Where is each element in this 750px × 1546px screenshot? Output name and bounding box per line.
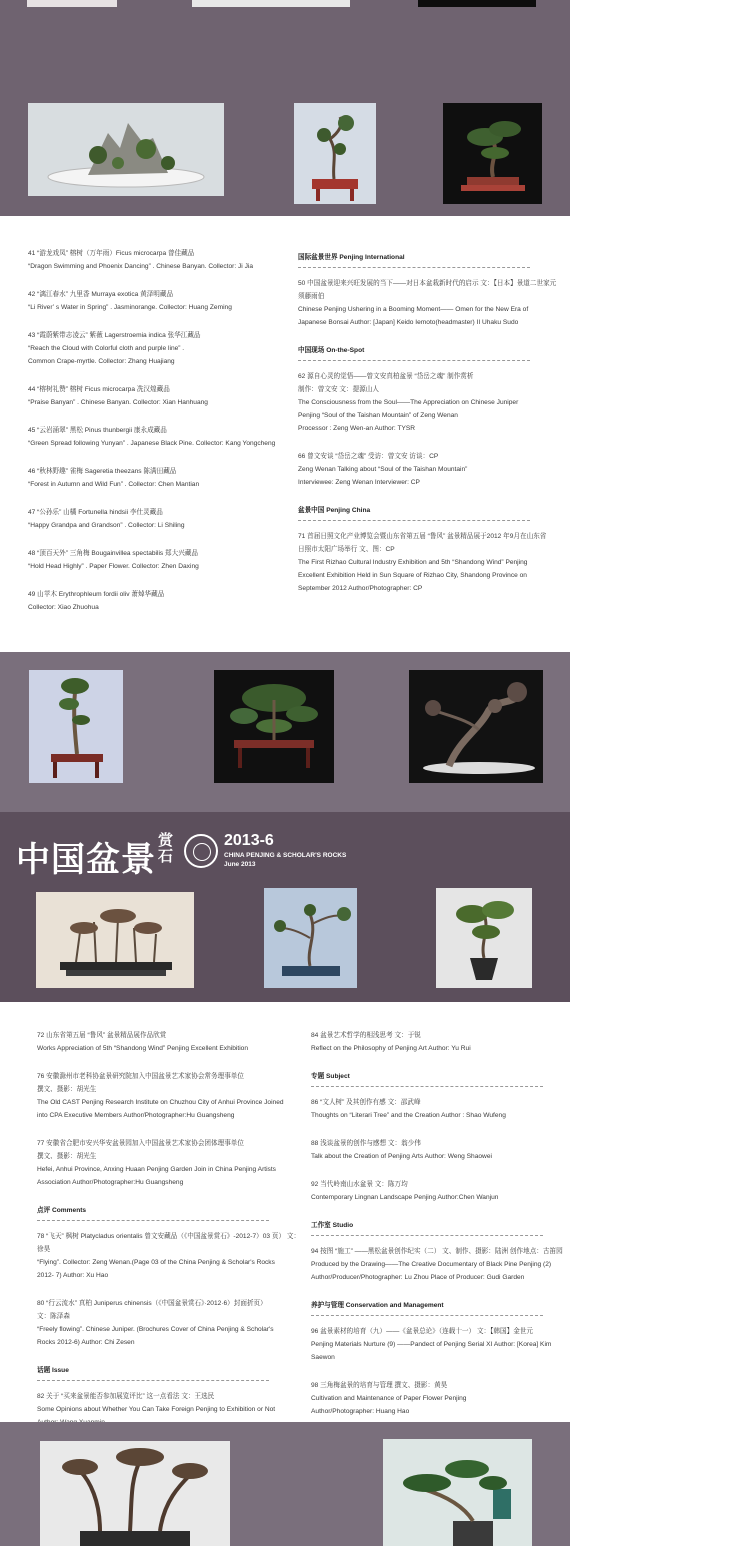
- section-heading: 养护与管理 Conservation and Management: [311, 1302, 444, 1309]
- entry-line: 66 曾文安谈 “岱岳之魂” 受访：曾文安 访谈：CP: [298, 453, 439, 460]
- penjing-photo-42: [294, 103, 376, 204]
- entry-line: Association Author/Photographer:Hu Guangsheng: [37, 1179, 184, 1186]
- entry-line: 42 “漓江春水” 九里香 Murraya exotica 黄泽明藏品: [28, 291, 174, 298]
- entry-line: Japanese Bonsai Author: [Japan] Keido Iemoto(headmaster) II Uhaku Sudo: [298, 319, 519, 326]
- penjing-photo-48: [264, 888, 357, 988]
- entry-line: 86 “文人树” 及其创作有感 文：邵武峰: [311, 1099, 421, 1106]
- entry-line: 撰文、摄影：胡光生: [37, 1153, 97, 1160]
- entry-line: 49 山苹木 Erythrophleum fordii oliv 萧焯华藏品: [28, 591, 165, 598]
- entry-line: 82 关于 “买来盆景能否参加展览评比” 这一点看法 文：王选民: [37, 1393, 215, 1400]
- entry-line: 46 “秋林野趣” 雀梅 Sageretia theezans 陈满田藏品: [28, 468, 177, 475]
- entry-line: 2012- 7) Author: Xu Hao: [37, 1272, 109, 1279]
- entry-line: 71 首届日照文化产业博览会暨山东省第五届 “鲁风” 盆景精品展于2012 年9月在山东省: [298, 533, 547, 540]
- penjing-photo-41: [28, 103, 224, 196]
- penjing-photo-bottom-right: [383, 1439, 532, 1546]
- contents-entry: [37, 1230, 305, 1282]
- contents-entry: [298, 450, 563, 489]
- entry-line: Chinese Penjing Ushering in a Booming Moment—— Omen for the New Era of: [298, 306, 529, 313]
- entry-line: Penjing Materials Nurture (9) ——Pandect of Penjing Serial XI Author: [Korea] Kim Saewon: [311, 1341, 552, 1361]
- penjing-photo-44: [29, 670, 123, 783]
- contents-entry: [28, 383, 290, 409]
- contents-left-top: [28, 247, 290, 629]
- entry-line: “Reach the Cloud with Colorful cloth and purple line” .: [28, 345, 185, 352]
- entry-line: 80 “行云流水” 真柏 Juniperus chinensis（《中国盆景赏石》·2012·6）封面折页）: [37, 1300, 267, 1307]
- entry-line: 78 “飞天” 枫树 Platycladus orientalis 曾文安藏品（《中国盆景赏石》-2012-7）03 页） 文：徐昊: [37, 1233, 301, 1253]
- section-heading: 点评 Comments: [37, 1207, 87, 1214]
- contents-entry: [311, 1029, 569, 1055]
- contents-entry: [37, 1070, 305, 1122]
- section-heading: 盆景中国 Penjing China: [298, 507, 371, 514]
- contents-entry: [37, 1297, 305, 1349]
- contents-left-bottom: [37, 1029, 305, 1444]
- masthead-date: June 2013: [224, 861, 256, 868]
- contents-entry: [28, 247, 290, 273]
- contents-entry: [311, 1137, 569, 1163]
- divider: [311, 1315, 543, 1316]
- thumb-strip-left: [27, 0, 117, 7]
- contents-entry: [311, 1379, 569, 1418]
- entry-line: Author/Producer/Photographer: Lu Zhou Place of Producer: Gudi Garden: [311, 1274, 525, 1281]
- penjing-photo-43: [443, 103, 542, 204]
- entry-line: 88 浅谈盆景的创作与感想 文：翁少伟: [311, 1140, 421, 1147]
- entry-line: Produced by the Drawing——The Creative Documentary of Black Pine Penjing (2): [311, 1261, 552, 1268]
- entry-line: 47 “公孙乐” 山橘 Fortunella hindsii 李仕灵藏品: [28, 509, 163, 516]
- entry-line: Penjing “Soul of the Taishan Mountain” of Zeng Wenan: [298, 412, 458, 419]
- entry-line: Reflect on the Philosophy of Penjing Art Author: Yu Rui: [311, 1045, 471, 1052]
- entry-line: Author/Photographer: Huang Hao: [311, 1408, 410, 1415]
- entry-line: September 2012 Author/Photographer: CP: [298, 585, 423, 592]
- section-heading: 国际盆景世界 Penjing International: [298, 254, 405, 261]
- penjing-photo-49: [436, 888, 532, 988]
- penjing-photo-46: [409, 670, 543, 783]
- entry-line: 98 三角梅盆景的培育与管理 撰文、摄影：黄昊: [311, 1382, 448, 1389]
- thumb-strip-right: [418, 0, 536, 7]
- penjing-photo-45: [214, 670, 334, 783]
- entry-line: 72 山东省第五届 “鲁风” 盆景精品展作品欣赏: [37, 1032, 167, 1039]
- entry-line: 50 中国盆景迎来兴旺发展的当下——对日本盆栽新时代的启示 文：【日本】景道二世家元: [298, 280, 557, 287]
- entry-line: Collector: Xiao Zhuohua: [28, 604, 99, 611]
- contents-entry: [298, 530, 563, 595]
- contents-entry: [298, 370, 563, 435]
- entry-line: The Old CAST Penjing Research Institute on Chuzhou City of Anhui Province Joined: [37, 1099, 284, 1106]
- contents-entry: [311, 1096, 569, 1122]
- entry-line: “Happy Grandpa and Grandson” . Collector: Li Shiling: [28, 522, 185, 529]
- contents-entry: [28, 506, 290, 532]
- entry-line: 62 源自心灵的觉悟——曾文安真柏盆景 “岱岳之魂” 制作赏析: [298, 373, 474, 380]
- entry-line: Excellent Exhibition Held in Sun Square of Rizhao City, Shandong Province on: [298, 572, 527, 579]
- contents-right-top: [298, 251, 563, 610]
- divider: [298, 360, 530, 361]
- entry-line: Some Opinions about Whether You Can Take Foreign Penjing to Exhibition or Not: [37, 1406, 276, 1413]
- entry-line: 48 “顶百天外” 三角梅 Bougainvillea spectabilis 郑大兴藏品: [28, 550, 199, 557]
- contents-right-bottom: [311, 1029, 569, 1433]
- section-heading: 工作室 Studio: [311, 1222, 354, 1229]
- divider: [311, 1235, 543, 1236]
- entry-line: “Flying”. Collector: Zeng Wenan.(Page 03 of the China Penjing & Scholar's Rocks: [37, 1259, 275, 1266]
- entry-line: 日照市太阳广场举行 文、图：CP: [298, 546, 395, 553]
- entry-line: Interviewee: Zeng Wenan Interviewer: CP: [298, 479, 420, 486]
- contents-entry: [37, 1029, 305, 1055]
- entry-line: “Dragon Swimming and Phoenix Dancing” . Chinese Banyan. Collector: Ji Jia: [28, 263, 254, 270]
- entry-line: “Hold Head Highly” . Paper Flower. Collector: Zhen Daxing: [28, 563, 199, 570]
- contents-entry: [311, 1245, 569, 1284]
- contents-entry: [311, 1325, 569, 1364]
- divider: [311, 1086, 543, 1087]
- entry-line: Rocks 2012-6) Author: Chi Zesen: [37, 1339, 135, 1346]
- entry-line: “Freely flowing”. Chinese Juniper. (Brochures Cover of China Penjing & Scholar's: [37, 1326, 274, 1333]
- masthead-title-cn-small: 赏石: [158, 831, 174, 865]
- masthead-title-cn: 中国盆景: [16, 840, 156, 880]
- contents-entry: [28, 547, 290, 573]
- entry-line: Works Appreciation of 5th “Shandong Wind” Penjing Excellent Exhibition: [37, 1045, 248, 1052]
- entry-line: 45 “云岩涌翠” 黑松 Pinus thunbergii 康永成藏品: [28, 427, 167, 434]
- contents-entry: [28, 288, 290, 314]
- entry-line: Zeng Wenan Talking about “Soul of the Taishan Mountain”: [298, 466, 468, 473]
- section-heading: 中国现场 On-the-Spot: [298, 347, 365, 354]
- penjing-photo-47: [36, 892, 194, 988]
- entry-line: Talk about the Creation of Penjing Arts Author: Weng Shaowei: [311, 1153, 492, 1160]
- penjing-photo-bottom-left: [40, 1441, 230, 1546]
- contents-entry: [28, 588, 290, 614]
- seal-logo-icon: [184, 834, 218, 868]
- entry-line: 76 安徽滁州市老科协盆景研究院加入中国盆景艺术家协会常务理事单位: [37, 1073, 244, 1080]
- divider: [298, 267, 530, 268]
- entry-line: Contemporary Lingnan Landscape Penjing Author:Chen Wanjun: [311, 1194, 499, 1201]
- entry-line: Hefei, Anhui Province, Anxing Huaan Penjing Garden Join in China Penjing Artists: [37, 1166, 276, 1173]
- entry-line: 文：陈泽森: [37, 1313, 70, 1320]
- contents-entry: [28, 465, 290, 491]
- entry-line: 43 “霞蔚紫带志凌云” 紫薇 Lagerstroemia indica 张华江藏品: [28, 332, 201, 339]
- section-heading: 话题 Issue: [37, 1367, 69, 1374]
- entry-line: 须藤雨伯: [298, 293, 325, 300]
- entry-line: 94 按图 “施工” ——黑松盆景创作纪实（二） 文、制作、摄影：陆洲 创作地点：古笛园: [311, 1248, 563, 1255]
- masthead-subtitle: CHINA PENJING & SCHOLAR'S ROCKS: [224, 852, 347, 859]
- entry-line: 44 “榕树礼赞” 榕树 Ficus microcarpa 冼汉煌藏品: [28, 386, 170, 393]
- contents-entry: [298, 277, 563, 329]
- contents-entry: [311, 1178, 569, 1204]
- entry-line: 41 “游龙戏凤” 榕树（万年雨）Ficus microcarpa 曾佳藏品: [28, 250, 195, 257]
- thumb-strip-mid: [192, 0, 350, 7]
- entry-line: “Li River’ s Water in Spring” . Jasminorange. Collector: Huang Zeming: [28, 304, 232, 311]
- masthead-issue: 2013-6: [224, 832, 274, 849]
- entry-line: Common Crape-myrtle. Collector: Zhang Huajiang: [28, 358, 175, 365]
- divider: [37, 1380, 269, 1381]
- contents-entry: [28, 329, 290, 368]
- entry-line: 96 盆景素材的培育（九）——《盆景总论》（连载十一） 文：【韩国】金世元: [311, 1328, 533, 1335]
- entry-line: The Consciousness from the Soul——The Appreciation on Chinese Juniper: [298, 399, 519, 406]
- entry-line: 撰文、摄影：胡光生: [37, 1086, 97, 1093]
- entry-line: “Forest in Autumn and Wild Fun” . Collector: Chen Mantian: [28, 481, 200, 488]
- entry-line: into CPA Executive Members Author/Photographer:Hu Guangsheng: [37, 1112, 235, 1119]
- entry-line: 77 安徽省合肥市安兴华安盆景园加入中国盆景艺术家协会团体理事单位: [37, 1140, 244, 1147]
- entry-line: The First Rizhao Cultural Industry Exhibition and 5th “Shandong Wind” Penjing: [298, 559, 528, 566]
- section-heading: 专题 Subject: [311, 1073, 350, 1080]
- entry-line: “Green Spread following Yunyan” . Japanese Black Pine. Collector: Kang Yongcheng: [28, 440, 276, 447]
- divider: [298, 520, 530, 521]
- entry-line: “Praise Banyan” . Chinese Banyan. Collector: Xian Hanhuang: [28, 399, 208, 406]
- entry-line: Thoughts on “Literari Tree” and the Creation Author : Shao Wufeng: [311, 1112, 506, 1119]
- contents-entry: [37, 1137, 305, 1189]
- divider: [37, 1220, 269, 1221]
- entry-line: 制作：曾文安 文：提源山人: [298, 386, 379, 393]
- entry-line: Cultivation and Maintenance of Paper Flower Penjing: [311, 1395, 467, 1402]
- contents-entry: [28, 424, 290, 450]
- entry-line: 92 当代岭南山水盆景 文：陈万均: [311, 1181, 408, 1188]
- entry-line: Processor : Zeng Wen-an Author: TYSR: [298, 425, 416, 432]
- entry-line: 84 盆景艺术哲学的相浅思考 文：于锐: [311, 1032, 421, 1039]
